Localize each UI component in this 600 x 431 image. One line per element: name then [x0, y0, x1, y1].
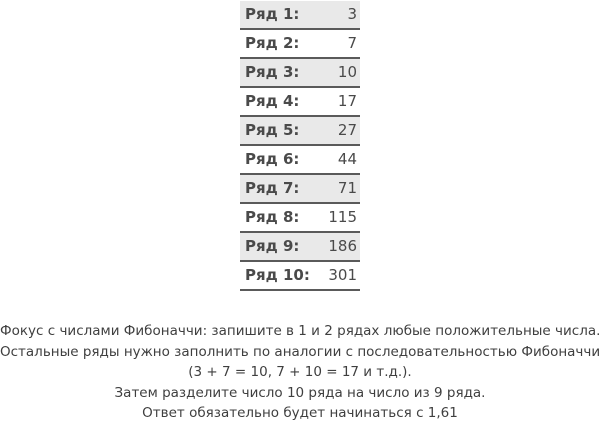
row-label: Ряд 9: — [245, 237, 300, 255]
row-label: Ряд 5: — [245, 121, 300, 139]
table-row-3 — [240, 59, 360, 88]
table-row-4 — [240, 88, 360, 117]
row-label: Ряд 6: — [245, 150, 300, 168]
row-label: Ряд 4: — [245, 92, 300, 110]
row-value: 71 — [337, 179, 357, 197]
caption-line-4: Затем разделите число 10 ряда на число из 9 ряда. — [114, 384, 486, 401]
figure-caption — [0, 321, 600, 424]
row-label: Ряд 7: — [245, 179, 300, 197]
row-value: 17 — [337, 92, 357, 110]
row-label: Ряд 1: — [245, 5, 300, 23]
table-row-10 — [240, 262, 360, 291]
row-value: 3 — [347, 5, 357, 23]
row-label: Ряд 2: — [245, 34, 300, 52]
row-value: 44 — [337, 150, 357, 168]
table-row-6 — [240, 146, 360, 175]
row-value: 115 — [328, 208, 357, 226]
caption-line-3: (3 + 7 = 10, 7 + 10 = 17 и т.д.). — [188, 364, 412, 380]
caption-line-5: Ответ обязательно будет начинаться с 1,61 — [142, 405, 458, 421]
fibonacci-rows-table — [240, 1, 360, 291]
row-value: 301 — [328, 266, 357, 284]
table-row-7 — [240, 175, 360, 204]
row-label: Ряд 8: — [245, 208, 300, 226]
row-value: 7 — [347, 34, 357, 52]
caption-line-1: Фокус с числами Фибоначчи: запишите в 1 и 2 рядах любые положительные числа. — [0, 323, 600, 339]
row-value: 10 — [337, 63, 357, 81]
row-label: Ряд 3: — [245, 63, 300, 81]
table-row-1 — [240, 1, 360, 30]
table-row-2 — [240, 30, 360, 59]
caption-line-2: Остальные ряды нужно заполнить по аналогии с последовательностью Фибоначчи — [0, 343, 600, 360]
table-row-5 — [240, 117, 360, 146]
table-row-8 — [240, 204, 360, 233]
row-value: 186 — [328, 237, 357, 255]
row-label: Ряд 10: — [245, 266, 310, 284]
row-value: 27 — [337, 121, 357, 139]
table-row-9 — [240, 233, 360, 262]
